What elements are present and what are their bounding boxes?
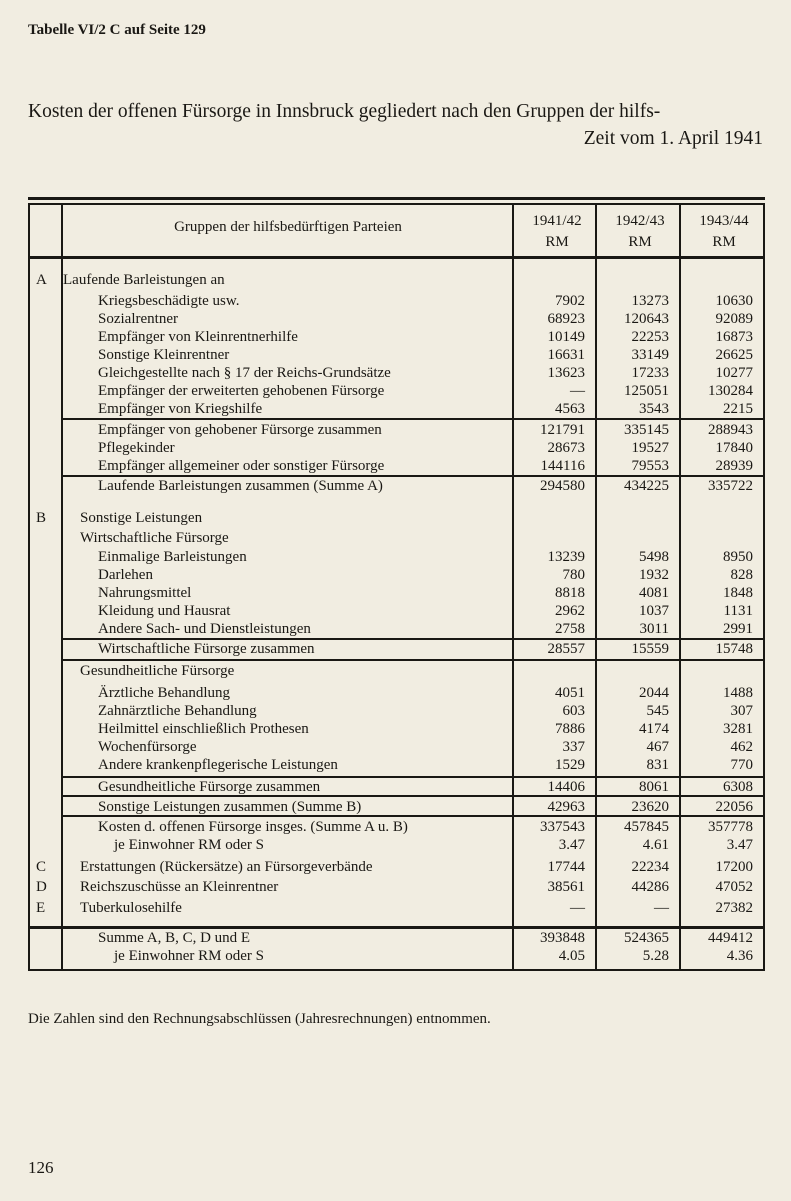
row-label: Sonstige Leistungen bbox=[80, 510, 203, 526]
row-label: Empfänger allgemeiner oder sonstiger Fürsorge bbox=[98, 458, 385, 474]
cell-value: 44286 bbox=[631, 879, 669, 895]
cell-value: 828 bbox=[730, 567, 753, 583]
table-title bbox=[28, 98, 763, 152]
cell-value: 457845 bbox=[624, 819, 669, 835]
cell-value: 17200 bbox=[715, 859, 753, 875]
row-label: Sozialrentner bbox=[98, 311, 178, 327]
table-row bbox=[30, 457, 763, 475]
row-label: Sonstige Kleinrentner bbox=[98, 347, 230, 363]
table-row bbox=[30, 662, 763, 680]
header-unit: RM bbox=[712, 234, 736, 250]
cell-value: 4563 bbox=[555, 401, 585, 417]
cell-value: 1932 bbox=[639, 567, 669, 583]
table-row bbox=[30, 346, 763, 364]
column-rule bbox=[595, 205, 597, 969]
cell-value: 4.36 bbox=[726, 948, 753, 964]
row-rule bbox=[61, 638, 763, 640]
cell-value: 335722 bbox=[708, 478, 753, 494]
table-row bbox=[30, 566, 763, 584]
table-row bbox=[30, 947, 763, 965]
cell-value: 831 bbox=[646, 757, 669, 773]
cell-value: 47052 bbox=[715, 879, 753, 895]
cell-value: 2962 bbox=[555, 603, 585, 619]
table-row bbox=[30, 292, 763, 310]
row-label: Wirtschaftliche Fürsorge zusammen bbox=[98, 641, 315, 657]
row-label: Tuberkulosehilfe bbox=[80, 900, 182, 916]
cell-value: 770 bbox=[730, 757, 753, 773]
table-row bbox=[30, 778, 763, 796]
cell-value: 22253 bbox=[631, 329, 669, 345]
cell-value: 7886 bbox=[555, 721, 585, 737]
cell-value: 3.47 bbox=[558, 837, 585, 853]
cell-value: 16873 bbox=[715, 329, 753, 345]
cell-value: 337 bbox=[562, 739, 585, 755]
row-label: Laufende Barleistungen an bbox=[63, 272, 225, 288]
cell-value: 19527 bbox=[631, 440, 669, 456]
cell-value: 125051 bbox=[624, 383, 669, 399]
row-label: Gesundheitliche Fürsorge bbox=[80, 663, 235, 679]
group-letter: C bbox=[36, 859, 47, 875]
cell-value: 449412 bbox=[708, 930, 753, 946]
table-row bbox=[30, 620, 763, 638]
table-row bbox=[30, 364, 763, 382]
cell-value: 144116 bbox=[540, 458, 585, 474]
cell-value: 17840 bbox=[715, 440, 753, 456]
cell-value: 4174 bbox=[639, 721, 669, 737]
cell-value: 1037 bbox=[639, 603, 669, 619]
column-rule bbox=[61, 205, 63, 969]
table-row bbox=[30, 858, 763, 876]
row-rule bbox=[61, 659, 763, 661]
cell-value: 23620 bbox=[631, 799, 669, 815]
cell-value: 27382 bbox=[715, 900, 753, 916]
cell-value: 13623 bbox=[547, 365, 585, 381]
table-row bbox=[30, 738, 763, 756]
table-row bbox=[30, 684, 763, 702]
cell-value: 462 bbox=[730, 739, 753, 755]
cell-value: 13273 bbox=[631, 293, 669, 309]
cell-value: 294580 bbox=[540, 478, 585, 494]
row-label: Wirtschaftliche Fürsorge bbox=[80, 530, 229, 546]
footnote: Die Zahlen sind den Rechnungsabschlüssen (Jahresrechnungen) entnommen. bbox=[28, 1011, 491, 1027]
cell-value: 10149 bbox=[547, 329, 585, 345]
cell-value: — bbox=[570, 383, 585, 399]
cell-value: 2991 bbox=[723, 621, 753, 637]
row-label: je Einwohner RM oder S bbox=[114, 837, 264, 853]
table-row bbox=[30, 509, 763, 527]
cell-value: 130284 bbox=[708, 383, 753, 399]
cell-value: 38561 bbox=[547, 879, 585, 895]
cell-value: 3281 bbox=[723, 721, 753, 737]
row-label: Wochenfürsorge bbox=[98, 739, 197, 755]
header-group-label: Gruppen der hilfsbedürftigen Parteien bbox=[174, 219, 402, 235]
row-label: Erstattungen (Rückersätze) an Fürsorgeverbände bbox=[80, 859, 373, 875]
table-row bbox=[30, 640, 763, 658]
cell-value: 393848 bbox=[540, 930, 585, 946]
group-letter: D bbox=[36, 879, 47, 895]
header-unit: RM bbox=[545, 234, 569, 250]
cell-value: 1131 bbox=[723, 603, 753, 619]
row-label: Zahnärztliche Behandlung bbox=[98, 703, 257, 719]
cell-value: 28939 bbox=[715, 458, 753, 474]
row-rule bbox=[61, 795, 763, 797]
cell-value: 2044 bbox=[639, 685, 669, 701]
row-rule bbox=[61, 475, 763, 477]
cell-value: 120643 bbox=[624, 311, 669, 327]
row-label: Empfänger von Kleinrentnerhilfe bbox=[98, 329, 298, 345]
table-row bbox=[30, 400, 763, 418]
cell-value: 357778 bbox=[708, 819, 753, 835]
row-label: Empfänger von gehobener Fürsorge zusammen bbox=[98, 422, 382, 438]
cell-value: — bbox=[654, 900, 669, 916]
cell-value: 17233 bbox=[631, 365, 669, 381]
row-label: Darlehen bbox=[98, 567, 153, 583]
cell-value: 121791 bbox=[540, 422, 585, 438]
row-label: Kriegsbeschädigte usw. bbox=[98, 293, 240, 309]
header-col-1942 bbox=[600, 211, 680, 253]
cell-value: 6308 bbox=[723, 779, 753, 795]
table-row bbox=[30, 439, 763, 457]
cell-value: 26625 bbox=[715, 347, 753, 363]
header-year: 1942/43 bbox=[615, 213, 665, 229]
table-row bbox=[30, 328, 763, 346]
cell-value: 4.05 bbox=[558, 948, 585, 964]
row-label: Einmalige Barleistungen bbox=[98, 549, 247, 565]
cell-value: 545 bbox=[646, 703, 669, 719]
cell-value: 42963 bbox=[547, 799, 585, 815]
table-row bbox=[30, 310, 763, 328]
group-letter: A bbox=[36, 272, 47, 288]
cell-value: 1488 bbox=[723, 685, 753, 701]
table-row bbox=[30, 477, 763, 495]
table-row bbox=[30, 421, 763, 439]
cell-value: 15748 bbox=[715, 641, 753, 657]
cell-value: 603 bbox=[562, 703, 585, 719]
cell-value: 307 bbox=[730, 703, 753, 719]
table-row bbox=[30, 720, 763, 738]
cell-value: 5498 bbox=[639, 549, 669, 565]
table-row bbox=[30, 602, 763, 620]
row-label: Ärztliche Behandlung bbox=[98, 685, 231, 701]
title-line-1: Kosten der offenen Fürsorge in Innsbruck gegliedert nach den Gruppen der hilfs- bbox=[28, 101, 661, 122]
cell-value: 337543 bbox=[540, 819, 585, 835]
cell-value: 1848 bbox=[723, 585, 753, 601]
group-letter: E bbox=[36, 900, 46, 916]
table-row bbox=[30, 702, 763, 720]
cost-table bbox=[28, 203, 765, 971]
table-row bbox=[30, 756, 763, 774]
row-label: Gleichgestellte nach § 17 der Reichs-Grundsätze bbox=[98, 365, 391, 381]
cell-value: 68923 bbox=[547, 311, 585, 327]
table-row bbox=[30, 818, 763, 836]
group-letter: B bbox=[36, 510, 47, 526]
row-label: Pflegekinder bbox=[98, 440, 175, 456]
cell-value: 780 bbox=[562, 567, 585, 583]
row-rule bbox=[61, 776, 763, 778]
header-unit: RM bbox=[628, 234, 652, 250]
top-rule bbox=[28, 197, 765, 200]
row-label: Andere Sach- und Dienstleistungen bbox=[98, 621, 311, 637]
table-row bbox=[30, 836, 763, 854]
cell-value: 3.47 bbox=[726, 837, 753, 853]
cell-value: 22234 bbox=[631, 859, 669, 875]
cell-value: 8061 bbox=[639, 779, 669, 795]
cell-value: 79553 bbox=[631, 458, 669, 474]
table-row bbox=[30, 584, 763, 602]
header-col-1943 bbox=[684, 211, 764, 253]
cell-value: 92089 bbox=[715, 311, 753, 327]
header-year: 1943/44 bbox=[699, 213, 749, 229]
page-number: 126 bbox=[28, 1158, 54, 1177]
row-rule bbox=[61, 815, 763, 817]
cell-value: 3543 bbox=[639, 401, 669, 417]
row-label: Empfänger der erweiterten gehobenen Fürsorge bbox=[98, 383, 385, 399]
cell-value: 16631 bbox=[547, 347, 585, 363]
row-label: Sonstige Leistungen zusammen (Summe B) bbox=[98, 799, 362, 815]
cell-value: 14406 bbox=[547, 779, 585, 795]
table-row bbox=[30, 878, 763, 896]
row-rule bbox=[61, 418, 763, 420]
row-label: Kosten d. offenen Fürsorge insges. (Summe A u. B) bbox=[98, 819, 408, 835]
cell-value: 10630 bbox=[715, 293, 753, 309]
cell-value: 28673 bbox=[547, 440, 585, 456]
cell-value: 33149 bbox=[631, 347, 669, 363]
cell-value: — bbox=[570, 900, 585, 916]
table-row bbox=[30, 382, 763, 400]
cell-value: 22056 bbox=[715, 799, 753, 815]
cell-value: 524365 bbox=[624, 930, 669, 946]
row-label: je Einwohner RM oder S bbox=[114, 948, 264, 964]
table-row bbox=[30, 798, 763, 816]
cell-value: 7902 bbox=[555, 293, 585, 309]
column-rule bbox=[679, 205, 681, 969]
header-year: 1941/42 bbox=[532, 213, 582, 229]
cell-value: 4081 bbox=[639, 585, 669, 601]
cell-value: 434225 bbox=[624, 478, 669, 494]
table-row bbox=[30, 271, 763, 289]
cell-value: 13239 bbox=[547, 549, 585, 565]
row-rule bbox=[30, 926, 763, 929]
cell-value: 3011 bbox=[639, 621, 669, 637]
cell-value: 467 bbox=[646, 739, 669, 755]
table-row bbox=[30, 548, 763, 566]
row-label: Empfänger von Kriegshilfe bbox=[98, 401, 263, 417]
cell-value: 28557 bbox=[547, 641, 585, 657]
cell-value: 2758 bbox=[555, 621, 585, 637]
cell-value: 5.28 bbox=[642, 948, 669, 964]
row-label: Reichszuschüsse an Kleinrentner bbox=[80, 879, 279, 895]
table-row bbox=[30, 929, 763, 947]
row-rule bbox=[30, 256, 763, 259]
cell-value: 4.61 bbox=[642, 837, 669, 853]
row-label: Nahrungsmittel bbox=[98, 585, 192, 601]
cell-value: 8950 bbox=[723, 549, 753, 565]
row-label: Gesundheitliche Fürsorge zusammen bbox=[98, 779, 321, 795]
cell-value: 1529 bbox=[555, 757, 585, 773]
row-label: Kleidung und Hausrat bbox=[98, 603, 231, 619]
cell-value: 10277 bbox=[715, 365, 753, 381]
cell-value: 288943 bbox=[708, 422, 753, 438]
title-line-2: Zeit vom 1. April 1941 bbox=[583, 128, 763, 149]
cell-value: 8818 bbox=[555, 585, 585, 601]
row-label: Heilmittel einschließlich Prothesen bbox=[98, 721, 309, 737]
row-label: Laufende Barleistungen zusammen (Summe A) bbox=[98, 478, 383, 494]
row-label: Andere krankenpflegerische Leistungen bbox=[98, 757, 338, 773]
row-label: Summe A, B, C, D und E bbox=[98, 930, 251, 946]
cell-value: 17744 bbox=[547, 859, 585, 875]
cell-value: 15559 bbox=[631, 641, 669, 657]
cell-value: 335145 bbox=[624, 422, 669, 438]
column-rule bbox=[512, 205, 514, 969]
table-reference: Tabelle VI/2 C auf Seite 129 bbox=[28, 22, 206, 38]
cell-value: 4051 bbox=[555, 685, 585, 701]
header-col-1941 bbox=[517, 211, 597, 253]
table-row bbox=[30, 529, 763, 547]
cell-value: 2215 bbox=[723, 401, 753, 417]
table-row bbox=[30, 899, 763, 917]
